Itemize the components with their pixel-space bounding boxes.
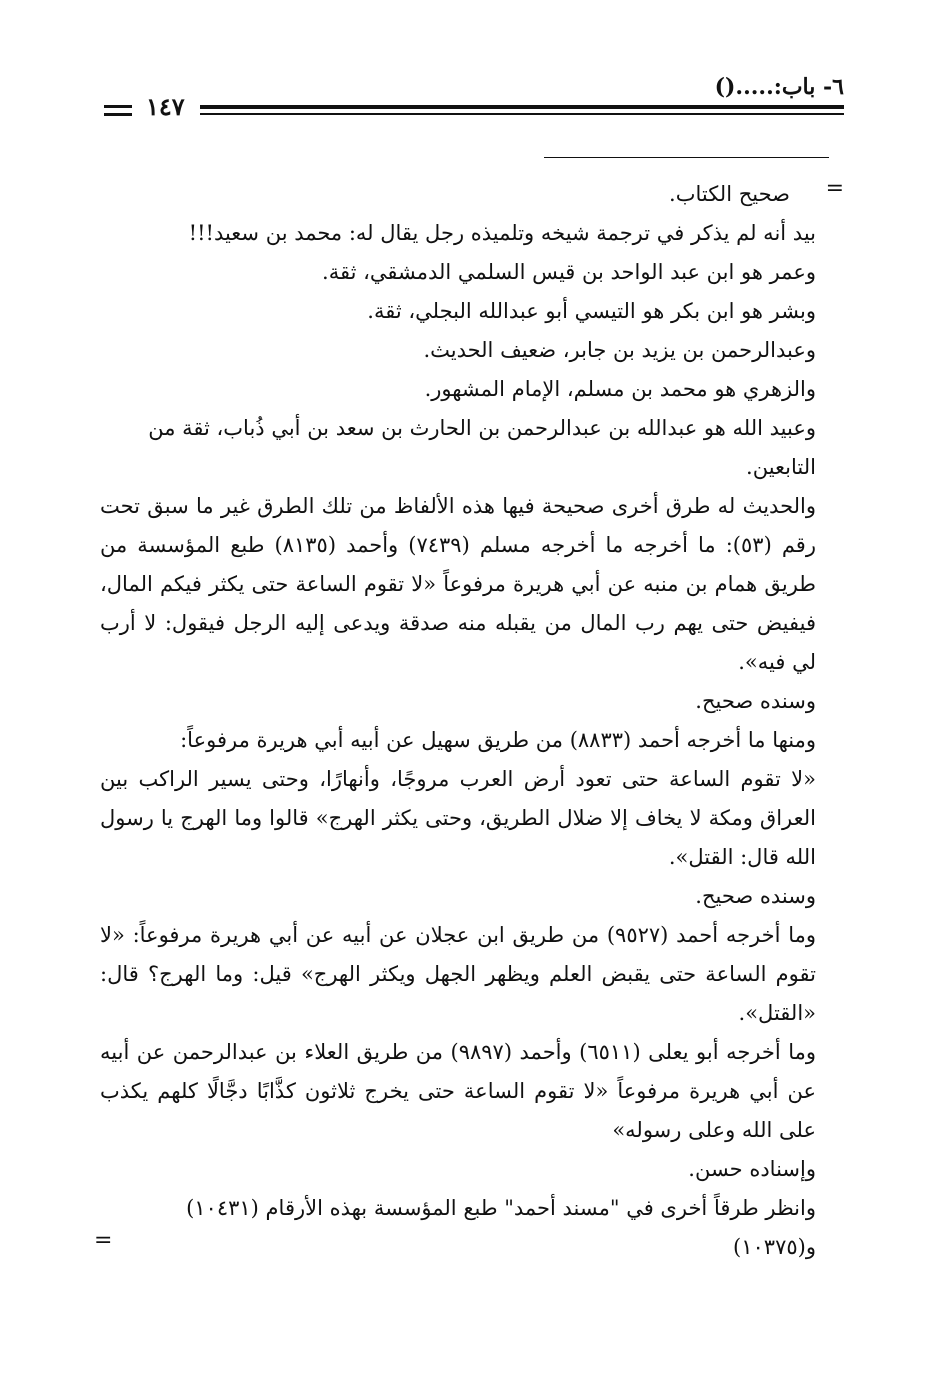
paragraph: بيد أنه لم يذكر في ترجمة شيخه وتلميذه رجل يقال له: محمد بن سعيد!!! [188, 221, 816, 245]
continuation-mark-top: = [825, 176, 844, 201]
paragraph: وبشر هو ابن بكر هو التيسي أبو عبدالله البجلي، ثقة. [367, 299, 816, 323]
paragraph: وعبيد الله هو عبدالله بن عبدالرحمن بن الحارث بن سعد بن أبي ذُباب، ثقة من التابعين. [148, 416, 816, 479]
paragraph: وانظر طرقاً أخرى في "مسند أحمد" طبع المؤسسة بهذه الأرقام (١٠٤٣١) و(١٠٣٧٥) [186, 1196, 816, 1259]
paragraph: وسنده صحيح. [695, 884, 816, 908]
header-rule-thin [200, 113, 844, 115]
continuation-mark-bottom: = [94, 1228, 113, 1253]
header-rule-short-top [104, 105, 132, 108]
chapter-title: ٦- باب:.....() [714, 74, 844, 100]
paragraph: وإسناده حسن. [688, 1157, 816, 1181]
paragraph: وعبدالرحمن بن يزيد بن جابر، ضعيف الحديث. [423, 338, 816, 362]
page-number: ١٤٧ [146, 92, 185, 121]
paragraph: صحيح الكتاب. [669, 182, 790, 206]
paragraph: وما أخرجه أحمد (٩٥٢٧) من طريق ابن عجلان عن أبيه عن أبي هريرة مرفوعاً: «لا تقوم الساعة حتى يقبض العلم ويظهر الجهل ويكثر الهرج» قيل: وما الهرج؟ قال: «القتل». [100, 923, 816, 1025]
paragraph: وما أخرجه أبو يعلى (٦٥١١) وأحمد (٩٨٩٧) من طريق العلاء بن عبدالرحمن عن أبيه عن أبي هريرة مرفوعاً «لا تقوم الساعة حتى يخرج ثلاثون كذَّابًا دجَّالًا كلهم يكذب على الله وعلى رسوله» [100, 1040, 816, 1142]
header-rule-short-bottom [104, 113, 132, 116]
paragraph: «لا تقوم الساعة حتى تعود أرض العرب مروجًا، وأنهارًا، وحتى يسير الراكب بين العراق ومكة لا يخاف إلا ضلال الطريق، وحتى يكثر الهرج» قالوا وما الهرج يا رسول الله قال: القتل». [100, 767, 816, 869]
paragraph: والزهري هو محمد بن مسلم، الإمام المشهور. [424, 377, 816, 401]
footnote-separator [544, 157, 829, 158]
paragraph: ومنها ما أخرجه أحمد (٨٨٣٣) من طريق سهيل عن أبيه أبي هريرة مرفوعاً: [180, 728, 816, 752]
paragraph: وسنده صحيح. [695, 689, 816, 713]
paragraph: وعمر هو ابن عبد الواحد بن قيس السلمي الدمشقي، ثقة. [322, 260, 816, 284]
paragraph: والحديث له طرق أخرى صحيحة فيها هذه الألفاظ من تلك الطرق غير ما سبق تحت رقم (٥٣): ما أخرجه ما أخرجه مسلم (٧٤٣٩) وأحمد (٨١٣٥) طبع المؤسسة من طريق همام بن منبه عن أبي هريرة مرفوعاً «لا تقوم الساعة حتى يكثر فيكم المال، فيفيض حتى يهم رب المال من يقبله منه صدقة ويدعى إليه الرجل فيقول: لا أرب لي فيه». [100, 494, 816, 674]
footnote-text [100, 175, 816, 1267]
header-rule-thick [200, 105, 844, 109]
